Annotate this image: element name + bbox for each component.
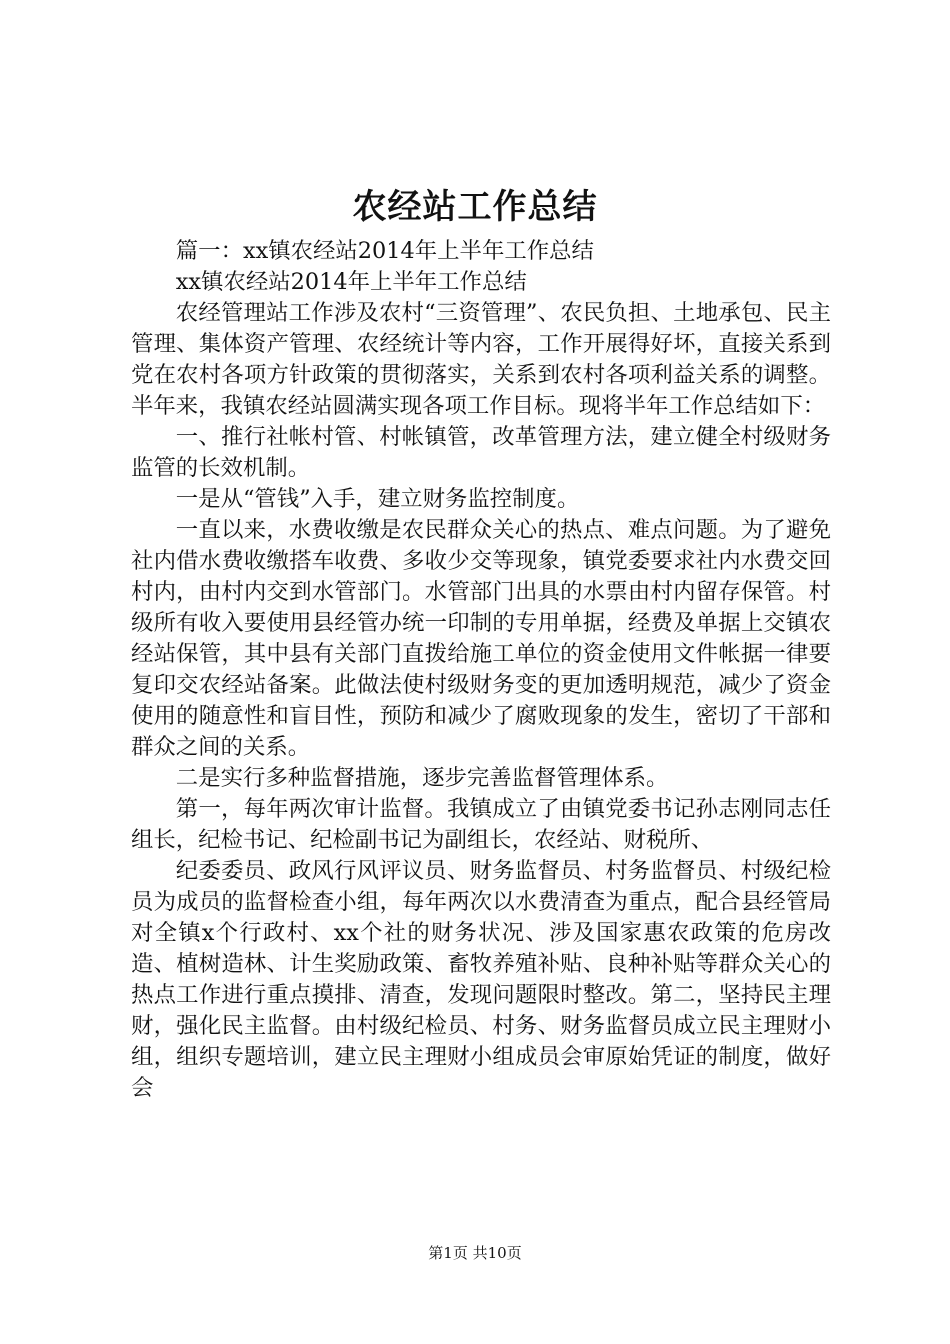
document-title: 农经站工作总结 bbox=[352, 187, 598, 227]
document-body bbox=[131, 236, 831, 1104]
paragraph-subtitle: xx镇农经站2014年上半年工作总结 bbox=[175, 269, 527, 295]
page-number-footer: 第1页 共10页 bbox=[428, 1244, 522, 1262]
paragraph-audit: 第一，每年两次审计监督。我镇成立了由镇党委书记孙志刚同志任组长，纪检书记、纪检副书记为副组长，农经站、财税所、 bbox=[131, 796, 831, 853]
paragraph-intro: 农经管理站工作涉及农村“三资管理”、农民负担、土地承包、民主管理、集体资产管理、农经统计等内容，工作开展得好坏，直接关系到党在农村各项方针政策的贯彻落实，关系到农村各项利益关系的调整。半年来，我镇农经站圆满实现各项工作目标。现将半年工作总结如下： bbox=[131, 300, 831, 419]
paragraph-point-one: 一、推行社帐村管、村帐镇管，改革管理方法，建立健全村级财务监管的长效机制。 bbox=[131, 424, 831, 481]
paragraph-water-fee: 一直以来，水费收缴是农民群众关心的热点、难点问题。为了避免社内借水费收缴搭车收费、多收少交等现象，镇党委要求社内水费交回村内，由村内交到水管部门。水管部门出具的水票由村内留存保管。村级所有收入要使用县经管办统一印制的专用单据，经费及单据上交镇农经站保管，其中县有关部门直拨给施工单位的资金使用文件帐据一律要复印交农经站备案。此做法使村级财务变的更加透明规范，减少了资金使用的随意性和盲目性，预防和减少了腐败现象的发生，密切了干部和群众之间的关系。 bbox=[131, 517, 831, 760]
paragraph-section-heading: 篇一：xx镇农经站2014年上半年工作总结 bbox=[175, 238, 594, 264]
paragraph-first-measure: 一是从“管钱”入手，建立财务监控制度。 bbox=[175, 486, 580, 512]
paragraph-second-measure: 二是实行多种监督措施，逐步完善监督管理体系。 bbox=[175, 765, 669, 791]
paragraph-supervision-group: 纪委委员、政风行风评议员、财务监督员、村务监督员、村级纪检员为成员的监督检查小组，每年两次以水费清查为重点，配合县经管局对全镇x个行政村、xx个社的财务状况、涉及国家惠农政策的危房改造、植树造林、计生奖励政策、畜牧养殖补贴、良种补贴等群众关心的热点工作进行重点摸排、清查，发现问题限时整改。第二，坚持民主理财，强化民主监督。由村级纪检员、村务、财务监督员成立民主理财小组，组织专题培训，建立民主理财小组成员会审原始凭证的制度，做好会 bbox=[131, 858, 831, 1101]
